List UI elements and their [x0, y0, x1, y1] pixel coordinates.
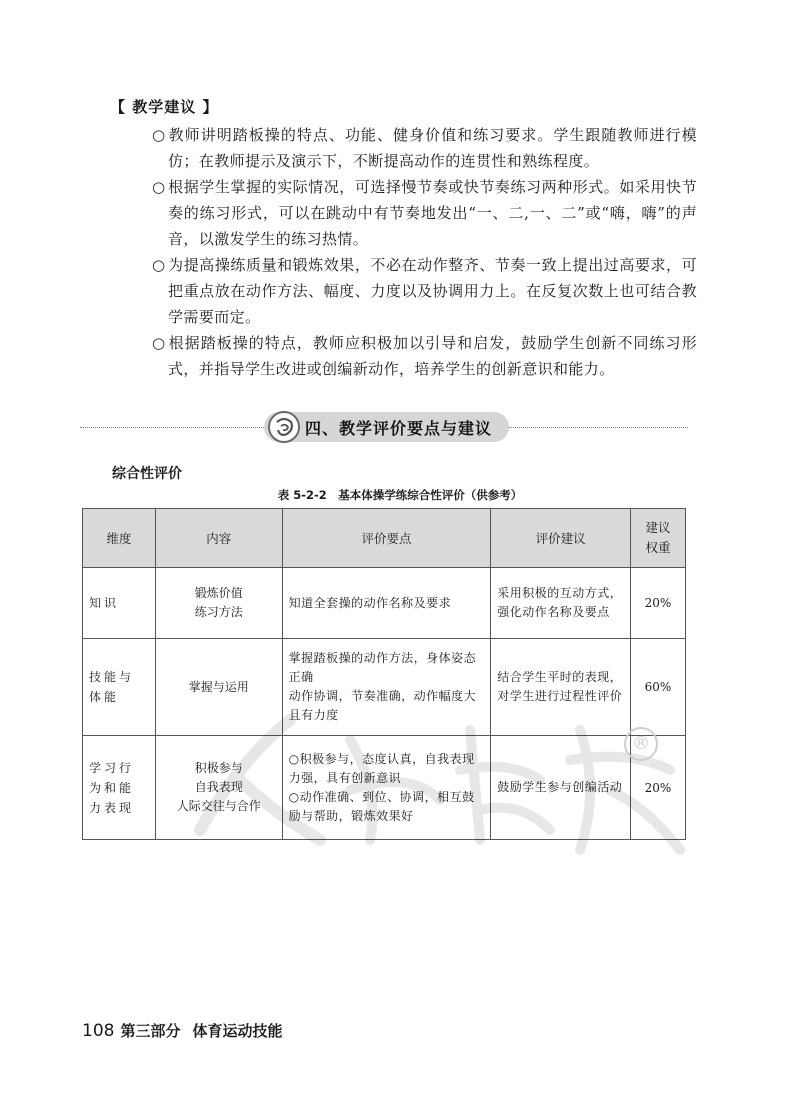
- footer-chapter: 体育运动技能: [192, 1022, 283, 1040]
- advice-text: 根据学生掌握的实际情况，可选择慢节奏或快节奏练习两种形式。如采用快节奏的练习形式，可以在跳动中有节奏地发出“一、二,一、二”或“嗨，嗨”的声音，以激发学生的练习热情。: [168, 178, 697, 248]
- registered-mark-icon: ®: [624, 727, 658, 761]
- cell-points: 掌握踏板操的动作方法，身体姿态正确 动作协调，节奏准确，动作幅度大且有力度: [282, 639, 491, 736]
- swirl-icon: [267, 410, 301, 444]
- cell-weight: 60%: [631, 639, 686, 736]
- table-row: [83, 568, 686, 639]
- table-row: [83, 736, 686, 840]
- cell-dimension: 学习行为和能力表现: [83, 736, 156, 840]
- section-title-bar: [80, 410, 688, 444]
- circle-bullet-icon: ○: [152, 178, 166, 196]
- page-number: 108: [82, 1021, 115, 1041]
- advice-item: [152, 330, 697, 382]
- cell-content: 掌握与运用: [155, 639, 282, 736]
- cell-dimension: 技能与体能: [83, 639, 156, 736]
- cell-weight: 20%: [631, 736, 686, 840]
- circle-bullet-icon: ○: [152, 334, 166, 352]
- advice-item: [152, 174, 697, 252]
- advice-text: 为提高操练质量和锻炼效果，不必在动作整齐、节奏一致上提出过高要求，可把重点放在动作方法、幅度、力度以及协调用力上。在反复次数上也可结合教学需要而定。: [168, 256, 697, 326]
- advice-text: 根据踏板操的特点，教师应积极加以引导和启发，鼓励学生创新不同练习形式，并指导学生改进或创编新动作，培养学生的创新意识和能力。: [168, 334, 697, 378]
- evaluation-heading: 综合性评价: [112, 466, 182, 482]
- advice-text: 教师讲明踏板操的特点、功能、健身价值和练习要求。学生跟随教师进行模仿；在教师提示及演示下，不断提高动作的连贯性和熟练程度。: [168, 126, 697, 170]
- cell-advice: 鼓励学生参与创编活动: [491, 736, 631, 840]
- teaching-advice-list: [152, 122, 697, 382]
- cell-points: ○积极参与，态度认真，自我表现力强，具有创新意识 ○动作准确、到位、协调，相互鼓励与帮助，锻炼效果好: [282, 736, 491, 840]
- table-caption: 表 5-2-2 基本体操学练综合性评价（供参考）: [277, 488, 523, 502]
- advice-item: [152, 122, 697, 174]
- section-title: 四、教学评价要点与建议: [305, 419, 493, 438]
- header-advice: 评价建议: [491, 509, 631, 568]
- table-header-row: [83, 509, 686, 568]
- advice-item: [152, 252, 697, 330]
- cell-points: 知道全套操的动作名称及要求: [282, 568, 491, 639]
- teaching-advice-heading: 【 教学建议 】: [110, 98, 219, 116]
- header-points: 评价要点: [282, 509, 491, 568]
- cell-weight: 20%: [631, 568, 686, 639]
- header-weight: 建议 权重: [631, 509, 686, 568]
- table-row: [83, 639, 686, 736]
- cell-advice: 结合学生平时的表现，对学生进行过程性评价: [491, 639, 631, 736]
- footer-part: 第三部分: [120, 1022, 181, 1040]
- cell-advice: 采用积极的互动方式，强化动作名称及要点: [491, 568, 631, 639]
- evaluation-table: [82, 508, 686, 840]
- cell-content: 锻炼价值 练习方法: [155, 568, 282, 639]
- circle-bullet-icon: ○: [152, 126, 166, 144]
- circle-bullet-icon: ○: [152, 256, 166, 274]
- page-footer: [82, 1020, 282, 1041]
- cell-dimension: 知识: [83, 568, 156, 639]
- header-dimension: 维度: [83, 509, 156, 568]
- cell-content: 积极参与 自我表现 人际交往与合作: [155, 736, 282, 840]
- header-content: 内容: [155, 509, 282, 568]
